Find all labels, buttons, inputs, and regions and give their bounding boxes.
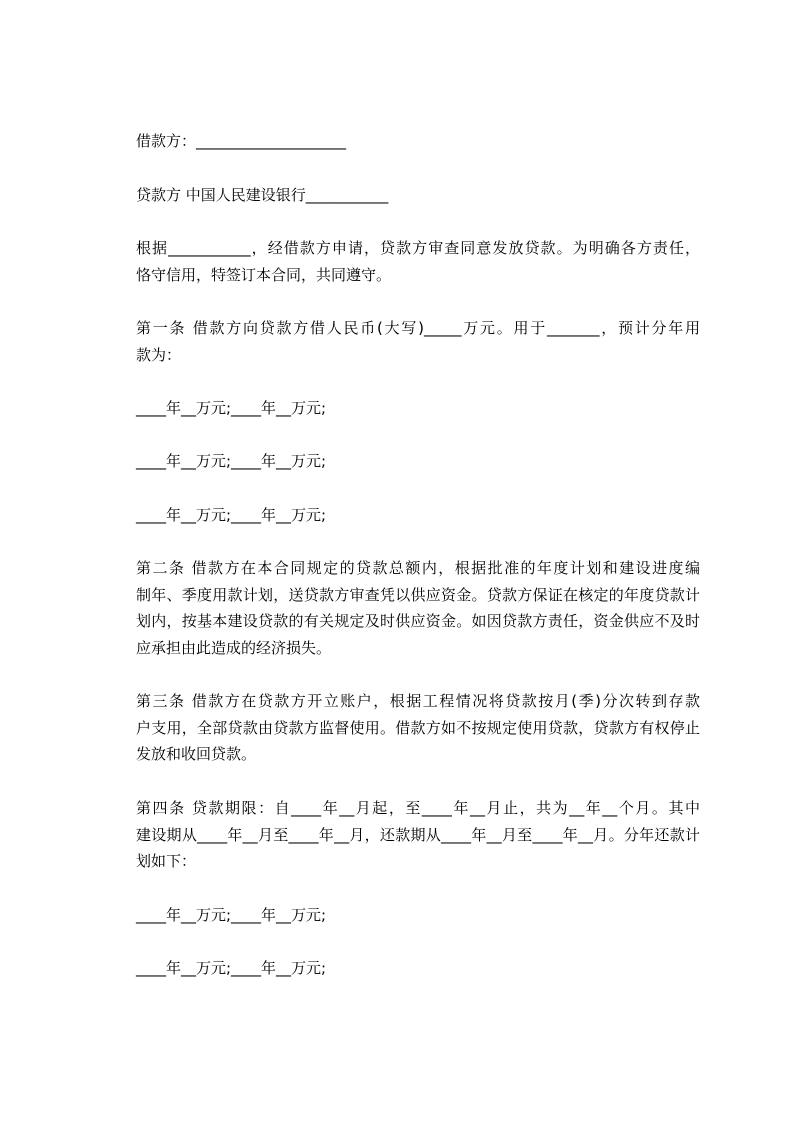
schedule2-line-1: ____年__万元;____年__万元; xyxy=(136,906,327,924)
article1-line-1: 第一条 借款方向贷款方借人民币(大写)_____万元。用于_______，预计分年用 xyxy=(136,319,700,337)
preamble-line-1: 根据___________，经借款方申请，贷款方审查同意发放贷款。为明确各方责任， xyxy=(136,239,700,257)
article3-line-2: 户支用，全部贷款由贷款方监督使用。借款方如不按规定使用贷款，贷款方有权停止 xyxy=(136,719,700,737)
article4-line-2: 建设期从____年__月至____年__月，还款期从____年__月至____年__月。分年还款计 xyxy=(136,826,700,844)
article3-line-3: 发放和收回贷款。 xyxy=(136,745,257,763)
schedule1-line-3: ____年__万元;____年__万元; xyxy=(136,506,327,524)
article4-line-1: 第四条 贷款期限：自____年__月起，至____年__月止，共为__年__个月。其中 xyxy=(136,799,700,817)
article2-line-1: 第二条 借款方在本合同规定的贷款总额内，根据批准的年度计划和建设进度编 xyxy=(136,559,700,577)
schedule2-line-2: ____年__万元;____年__万元; xyxy=(136,959,327,977)
borrower-line: 借款方：____________________ xyxy=(136,132,347,150)
lender-line: 贷款方 中国人民建设银行___________ xyxy=(136,186,389,204)
article2-line-4: 应承担由此造成的经济损失。 xyxy=(136,639,332,657)
article3-line-1: 第三条 借款方在贷款方开立账户，根据工程情况将贷款按月(季)分次转到存款 xyxy=(136,692,700,710)
article4-line-3: 划如下： xyxy=(136,852,197,870)
article1-line-2: 款为： xyxy=(136,346,182,364)
article2-line-2: 制年、季度用款计划，送贷款方审查凭以供应资金。贷款方保证在核定的年度贷款计 xyxy=(136,586,700,604)
schedule1-line-1: ____年__万元;____年__万元; xyxy=(136,399,327,417)
preamble-line-2: 恪守信用，特签订本合同，共同遵守。 xyxy=(136,266,392,284)
article2-line-3: 划内，按基本建设贷款的有关规定及时供应资金。如因贷款方责任，资金供应不及时 xyxy=(136,612,700,630)
schedule1-line-2: ____年__万元;____年__万元; xyxy=(136,452,327,470)
